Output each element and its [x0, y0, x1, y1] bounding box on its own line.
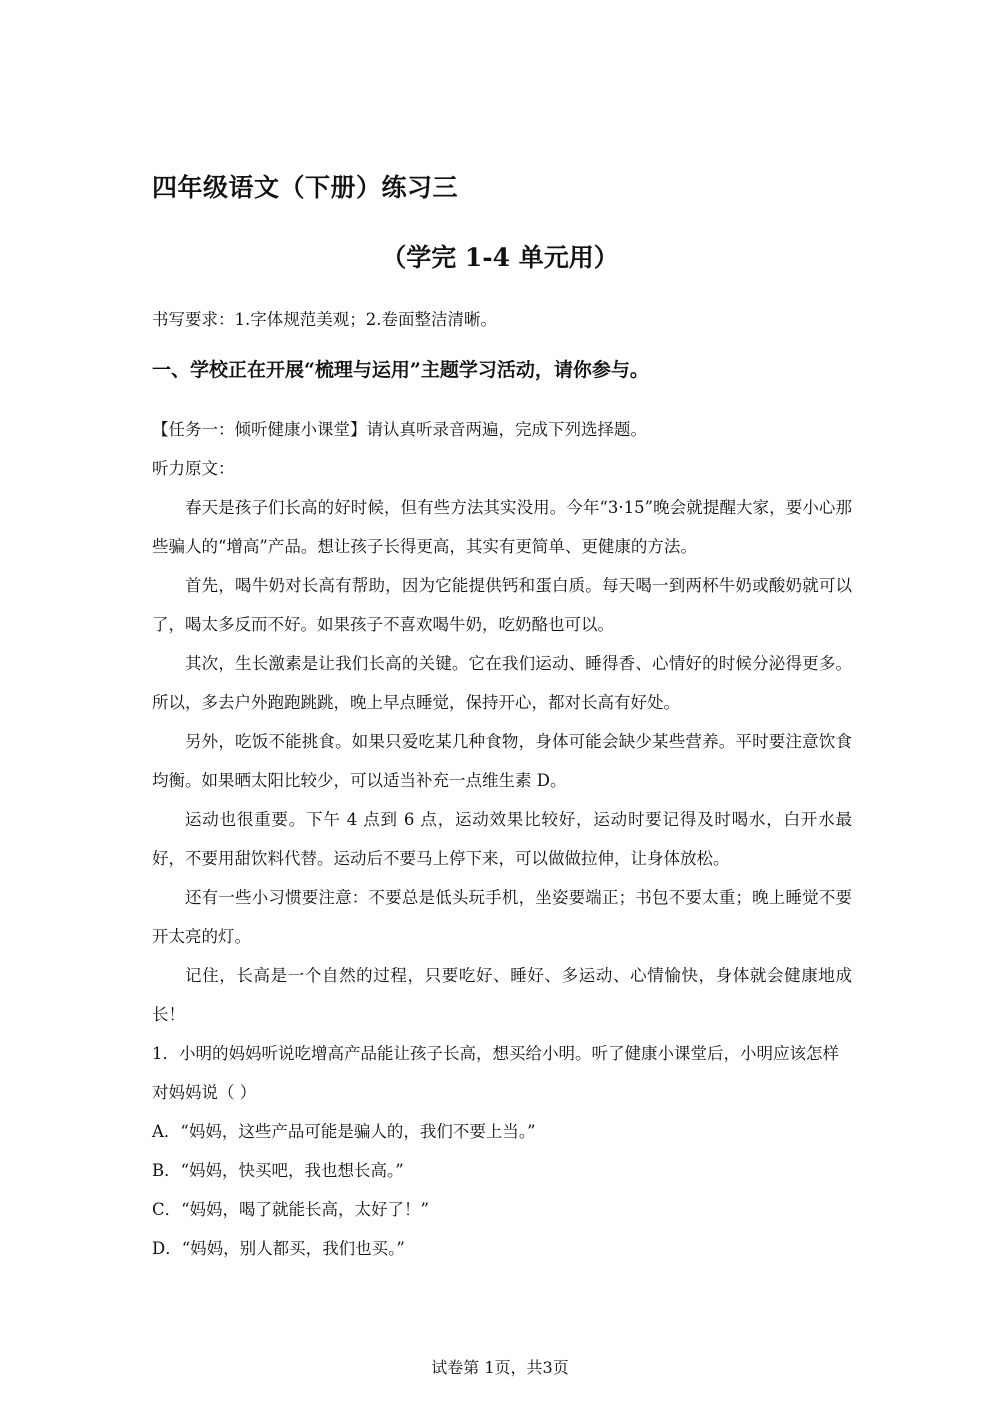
option-b: B．“妈妈，快买吧，我也想长高。”	[152, 1161, 404, 1180]
page-footer: 试卷第 1页，共3页	[431, 1358, 569, 1377]
listening-paragraph-6: 还有一些小习惯要注意：不要总是低头玩手机，坐姿要端正；书包不要太重；晚上睡觉不要开太亮的灯。	[152, 888, 852, 946]
page-content	[152, 300, 852, 1268]
listening-paragraph-7: 记住，长高是一个自然的过程，只要吃好、睡好、多运动、心情愉快，身体就会健康地成长！	[152, 966, 852, 1024]
listening-paragraph-2: 首先，喝牛奶对长高有帮助，因为它能提供钙和蛋白质。每天喝一到两杯牛奶或酸奶就可以了，喝太多反而不好。如果孩子不喜欢喝牛奶，吃奶酪也可以。	[152, 576, 852, 634]
option-a: A．“妈妈，这些产品可能是骗人的，我们不要上当。”	[152, 1122, 536, 1141]
question-1: 1．小明的妈妈听说吃增高产品能让孩子长高，想买给小明。听了健康小课堂后，小明应该怎样对妈妈说（ ）	[152, 1044, 839, 1102]
listening-label: 听力原文：	[152, 459, 235, 478]
listening-paragraph-5: 运动也很重要。下午 4 点到 6 点，运动效果比较好，运动时要记得及时喝水，白开水最好，不要用甜饮料代替。运动后不要马上停下来，可以做做拉伸，让身体放松。	[152, 810, 852, 868]
listening-paragraph-4: 另外，吃饭不能挑食。如果只爱吃某几种食物，身体可能会缺少某些营养。平时要注意饮食均衡。如果晒太阳比较少，可以适当补充一点维生素 D。	[152, 732, 852, 790]
option-c: C．“妈妈，喝了就能长高，太好了！”	[152, 1200, 429, 1219]
listening-paragraph-3: 其次，生长激素是让我们长高的关键。它在我们运动、睡得香、心情好的时候分泌得更多。所以，多去户外跑跑跳跳，晚上早点睡觉，保持开心，都对长高有好处。	[152, 654, 852, 712]
page-title: 四年级语文（下册）练习三	[152, 173, 459, 202]
section-heading: 一、学校正在开展“梳理与运用”主题学习活动，请你参与。	[152, 359, 649, 381]
listening-paragraph-1: 春天是孩子们长高的好时候，但有些方法其实没用。今年“3·15”晚会就提醒大家，要小心那些骗人的“增高”产品。想让孩子长得更高，其实有更简单、更健康的方法。	[152, 498, 852, 556]
page-subtitle: （学完 1-4 单元用）	[381, 243, 619, 272]
option-d: D．“妈妈，别人都买，我们也买。”	[152, 1239, 405, 1258]
task-label: 【任务一：倾听健康小课堂】请认真听录音两遍，完成下列选择题。	[152, 420, 647, 439]
writing-requirements: 书写要求：1.字体规范美观；2.卷面整洁清晰。	[152, 310, 497, 329]
